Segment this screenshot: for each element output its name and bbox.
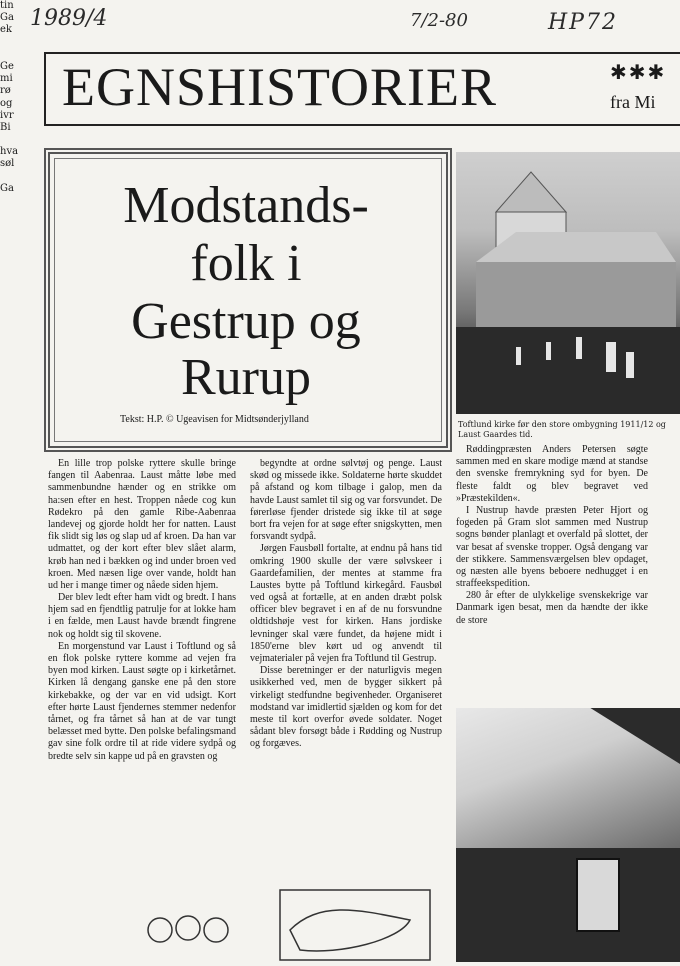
cut-off-text: Ge bbox=[0, 60, 14, 72]
paragraph: En lille trop polske ryttere skulle bringe fangen til Aabenraa. Laust måtte løbe med sammenbundne hænder og en strikke om ha:sen efter en hest. Troppen nåede cog kun Rødekro på den gamle Ribe-Aabenraa landevej og gjorde holdt her for natten. Laust fik slidt sig løs og slap ud af kroen. Da han var udmattet, og der kort efter blev slået alarm, krøb han ned i bækken og ind under broen ved kroen. Med næsen lige over vande, holdt han ud her i mange timer og nåede siden hjem. bbox=[48, 458, 236, 591]
cut-off-text: ivr bbox=[0, 109, 14, 121]
cut-off-text: rø bbox=[0, 85, 11, 97]
paragraph: Disse beretninger er der naturligvis megen usikkerhed ved, men de bygger sikkert på virkeligt stedfundne begivenheder. Organiseret modstand var imidlertid sjælden og kom for det meste til kort overfor øvede soldater. Noget sådant blev forsøgt både i Rødding og Nustrup og forgæves. bbox=[250, 665, 442, 750]
headline-line: Modstands- bbox=[123, 177, 369, 234]
church-photo bbox=[456, 152, 680, 414]
paragraph: I Nustrup havde præsten Peter Hjort og fogeden på Gram slot sammen med Nustrup sogns bønder planlagt et overfald på slottet, der var besat af svenske tropper. Også dengang var der stikkere. Sammensværgelsen blev opdaget, og næsten alle byens beboere nedhugget i en straffeekspedition. bbox=[456, 504, 648, 590]
cut-off-text bbox=[0, 49, 18, 61]
photo-caption: Toftlund kirke før den store ombygning 1911/12 og Laust Gaardes tid. bbox=[458, 420, 666, 440]
paragraph: En morgenstund var Laust i Toftlund og så en flok polske ryttere komme ad vejen fra byen mod kirken. Laust søgte op i kirketårnet. Kirken lå dengang ganske ene på den store kirkebakke, og der var en vid udsigt. Kort efter hørte Laust fjendernes stemmer nedenfor tårnet, og fra tårnet så han at de var tungt belæsset med bytte. Den polske befalingsmand gav sine folk ordre til at ride videre sydpå og bredte selv sin kappe ud på en gravsten og bbox=[48, 640, 236, 762]
paragraph: 280 år efter de ulykkelige svenskekrige var Danmark igen besat, men da hændte der ikke de store bbox=[456, 590, 648, 626]
article-credit: Tekst: H.P. © Ugeavisen for Midtsønderjylland bbox=[120, 414, 309, 425]
cut-off-text: hva bbox=[0, 146, 18, 158]
cut-off-text: og bbox=[0, 97, 13, 109]
cut-off-text: søl bbox=[0, 158, 15, 170]
cut-off-text: Ga bbox=[0, 12, 14, 24]
paragraph: begyndte at ordne sølvtøj og penge. Laust skød og missede ikke. Soldaterne hørte skuddet på afstand og kom tilbage i galop, men da havde Laust samlet til sig og var forsvundet. De førerløse fjender dristede sig ikke til at søge bort fra vejen for at søge efter snigskytten, men forsvandt sydpå. bbox=[250, 458, 442, 543]
masthead-title: EGNSHISTORIER bbox=[62, 57, 498, 117]
map-illustration bbox=[140, 880, 440, 962]
cut-off-text bbox=[0, 134, 18, 146]
paragraph: Røddingpræsten Anders Petersen søgte sammen med en skare modige mænd at standse den svenske fremrykning syd for byen. De fleste faldt og blev begravet ved »Præstekilden«. bbox=[456, 444, 648, 504]
handwritten-date: 7/2-80 bbox=[410, 10, 468, 31]
handwritten-reference: 1989/4 bbox=[30, 6, 108, 31]
masthead-stars: ✱✱✱ bbox=[610, 60, 667, 84]
handwritten-code: HP72 bbox=[548, 10, 618, 35]
cut-off-text bbox=[0, 171, 18, 183]
cut-off-text: Bi bbox=[0, 121, 11, 133]
article-column bbox=[456, 444, 648, 627]
article-column bbox=[48, 458, 236, 763]
cut-off-text: tin bbox=[0, 0, 14, 11]
paragraph: Der blev ledt efter ham vidt og bredt. I hans hjem sad en fjendtlig patrulje for at lokke ham i en fælde, men Laust havde brændt fingrene nok og holdt sig til skovene. bbox=[48, 592, 236, 640]
cut-off-text: ek bbox=[0, 24, 12, 36]
article-column bbox=[250, 458, 442, 751]
headline-line: Gestrup og bbox=[131, 293, 361, 350]
building-photo bbox=[456, 708, 680, 962]
cut-off-text: mi bbox=[0, 73, 13, 85]
masthead-source: fra Mi bbox=[610, 92, 656, 112]
cut-off-text: Ga bbox=[0, 182, 14, 194]
headline-line: Rurup bbox=[181, 349, 311, 406]
paragraph: Jørgen Fausbøll fortalte, at endnu på hans tid omkring 1900 skulle der være sølvskeer i Gaardefamilien, der mentes at stamme fra Laustes bytte på Toftlund kirkegård. Fausbøl ved også at fortælle, at en anden dræbt polsk officer blev begravet i en af de nu forsvundne oldtidshøje vest for kirken. Hans jordiske levninger skal være fundet, da højene midt i 1850'erne blev kørt ud og anvendt til vejmaterialer på vejen fra Toftlund til Gestrup. bbox=[250, 543, 442, 664]
cut-off-text bbox=[0, 37, 18, 49]
cut-off-column bbox=[0, 0, 18, 195]
headline-line: folk i bbox=[190, 235, 302, 292]
